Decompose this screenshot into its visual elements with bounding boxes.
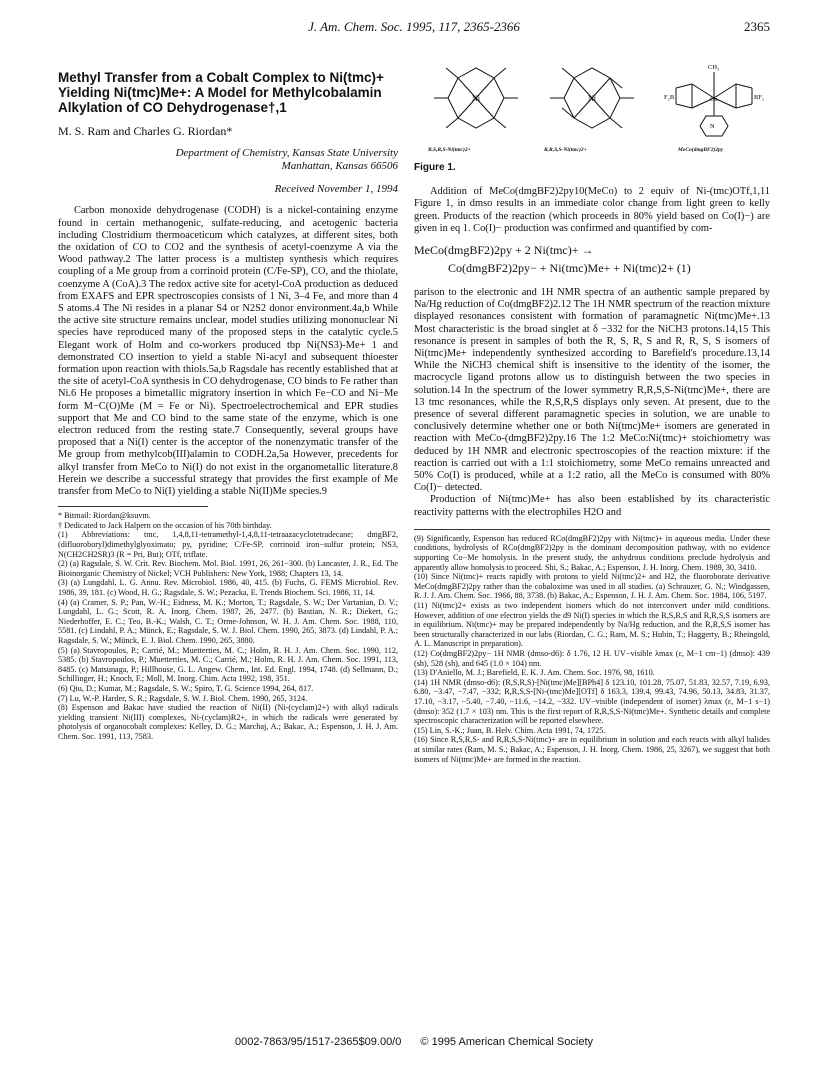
page-footer — [58, 1036, 770, 1048]
footnote-rule — [414, 529, 770, 530]
footnote: (11) Ni(tmc)2+ exists as two independent isomers which do not interconvert under mild conditions. However, addition of one electron yields the d9 Ni(I) species in which the R,S,R,S and R,R,S,S isomers are in equilibrium. Ni(tmc)+ may be prepared independently by Na/Hg reduction, and the R,R,S,S isomer has been structurally characterized in our labs (Riordan, C. G.; Ram, M. S.; Hubin, T.; Haggerty, B.; Rheingold, A. L. Manuscript in preparation). — [414, 601, 770, 649]
ni-tmc-rrss-structure — [544, 58, 640, 138]
footnote: (1) Abbreviations: tmc, 1,4,8,11-tetramethyl-1,4,8,11-tetraazacyclotetradecane; dmgBF2, (difluoroboryl)dimethylglyoximato; py, pyridine; C/Fe-SP, corrinoid iron−sulfur protein; NS3, N(CH2CH2SR)3 (R = Pri, But); OTf, triflate. — [58, 530, 398, 559]
svg-text:BF₂: BF₂ — [754, 94, 765, 101]
affiliation-line: Department of Chemistry, Kansas State University — [175, 147, 398, 160]
running-head — [58, 19, 770, 35]
copyright: © 1995 American Chemical Society — [420, 1036, 593, 1048]
ni-tmc-rsrs-structure — [428, 58, 524, 138]
svg-text:Co: Co — [710, 96, 718, 103]
figure-label: MeCo(dmgBF2)2py — [678, 147, 724, 153]
equation-line: MeCo(dmgBF2)2py + 2 Ni(tmc)+ → — [414, 243, 594, 258]
journal-page — [58, 0, 770, 1069]
right-footnotes — [414, 534, 770, 764]
footnote: (7) Lu, W.-P. Harder, S. R.; Ragsdale, S. W. J. Biol. Chem. 1990, 265, 3124. — [58, 693, 308, 703]
left-footnotes — [58, 511, 398, 741]
footnote: (5) (a) Stavropoulos, P.; Carrié, M.; Muetterties, M. C.; Holm, R. H. J. Am. Chem. Soc. 1990, 112, 5385. (b) Stavropoulos, P.; Muetterties, M. C.; Carrié, M.; Holm, R. H. J. Am. Chem. Soc. 1991, 113, 8485. (c) Matsunaga, P.; Hillhouse, G. L. Angew. Chem., Int. Ed. Engl. 1994, 1748. (d) Sellmann, D.; Schillinger, H.; Knoch, F.; Moll, M. Inorg. Chim. Acta 1992, 198, 351. — [58, 645, 398, 684]
received-date: Received November 1, 1994 — [274, 183, 398, 196]
body-paragraph: Carbon monoxide dehydrogenase (CODH) is a nickel-containing enzyme found in certain methanogenic, sulfate-reducing, and acetogenic bacteria including Clostridium thermoaceticum which catalyzes, at different sites, both the oxidation of CO to CO2 and the synthesis of acetyl-coenzyme A via the Wood pathway.2 The latter process is a multistep synthesis which requires coupling of a Me group from a corrinoid protein (C/Fe-SP), CO, and the thiolate, coenzyme A (CoA).3 The redox active site for acetyl-CoA production as deduced from EXAFS and EPR spectroscopies consists of 1 Ni, 3–4 Fe, and more than 4 S atoms.4 The Ni resides in a planar S4 or N2S2 donor environment.4a,b While the active site structure remains unclear, model studies utilizing mononuclear Ni species have reproduced many of the proposed steps in the catalytic cycle.5 Elegant work of Holm and co-workers produced tbp Ni(NS3)-Me+ 1 and demonstrated CO insertion to yield a stable Ni-acyl and subsequent thioester formation upon reaction with thiols.5a,b Ragsdale has recently established that at the site of acetyl-CoA synthesis in CO dehydrogenase, CO binds to Fe rather than Ni.6 He proposes a bimetallic migratory insertion in which Fe−CO and Ni−Me form M−C(O)Me (M = Fe or Ni). Spectroelectrochemical and EPR studies support that Me and CO bind to the same state of the enzyme, which is one electron reduced from the resting state.7 Consequently, several groups have proposed that a Ni(I) center is the acceptor of the nonenzymatic transfer of the Me group from methylcob(III)alamin to CODH.2a,5a However, precedents for alkyl transfer from MeCo to Ni(I) do not exist in the organometallic literature.8 Herein we describe a successful strategy that provides the first example of Me transfer from MeCo to Ni(I) yielding a stable Ni(II)Me species.9 — [58, 205, 398, 498]
footnote: (15) Lin, S.-K.; Juan, B. Helv. Chim. Acta 1991, 74, 1725. — [414, 725, 606, 735]
svg-text:F₂B: F₂B — [664, 94, 675, 101]
figure-caption: Figure 1. — [414, 162, 456, 173]
svg-text:Ni: Ni — [588, 94, 596, 103]
body-paragraph: Production of Ni(tmc)Me+ has also been established by its characteristic reactivity patterns with the electrophiles H2O and — [414, 494, 770, 518]
figure-label: R,R,S,S-Ni(tmc)2+ — [544, 147, 587, 153]
footnote: (14) 1H NMR (dmso-d6): (R,S,R,S)-[Ni(tmc)Me][BPh4] δ 123.10, 101.28, 75.07, 51.83, 32.57, 7.19, 6.93, 6.80, −3.47, −7.47, −332; R,R,S,S-[Ni-(tmc)Me][OTf] δ 163.3, 139.4, 99.43, 74.96, 50.13, 34.83, 31.37, 17.10, −3.17, −5.40, −7.40, −11.6, −14.2, −332. UV−visible (independent of isomer) λmax (ε, M−1 s−1) (dmso): 352 (1.7 × 103) nm. This is the first report of R,R,S,S-Ni(tmc)Me+. Synthetic details and complete spectroscopic characterization will be reported elsewhere. — [414, 677, 770, 726]
footnote: (6) Qiu, D.; Kumar, M.; Ragsdale, S. W.; Spiro, T. G. Science 1994, 264, 817. — [58, 683, 314, 693]
footnote: (16) Since R,S,R,S- and R,R,S,S-Ni(tmc)+ are in equilibrium in solution and each reacts with alkyl halides at similar rates (Ram, M. S.; Bakac, A.; Espenson, J. H. Inorg. Chem. 1986, 25, 3267), we suggest that both isomers of Ni(tmc)Me+ are formed in the reaction. — [414, 735, 770, 764]
footnote: (4) (a) Cramer, S. P.; Pan, W.-H.; Eidness, M. K.; Morton, T.; Ragsdale, S. W.; Der Vartanian, D. V.; Lungdahl, L. G.; Scott, R. A. Inorg. Chem. 1987, 26, 2477. (b) Bastian, N. R.; Diekert, G.; Niederhoffer, E. C.; Teo, B.-K.; Walsh, C. T.; Orme-Johnson, W. H. J. Am. Chem. Soc. 1988, 110, 5581. (c) Lindahl, P. A.; Münck, E.; Ragsdale, S. W. J. Biol. Chem. 1990, 265, 3873. (d) Lindahl, P. A.; Ragsdale, S. W.; Münck, E. J. Biol. Chem. 1990, 265, 3880. — [58, 597, 398, 645]
authors: M. S. Ram and Charles G. Riordan* — [58, 124, 233, 138]
page-number: 2365 — [744, 19, 770, 34]
footnote: (2) (a) Ragsdale, S. W. Crit. Rev. Biochem. Mol. Biol. 1991, 26, 261−300. (b) Lancaster, J. R., Ed. The Bioinorganic Chemistry of Nickel; VCH Publishers: New York, 1988; Chapters 13, 14. — [58, 559, 398, 578]
equation-line: Co(dmgBF2)2py− + Ni(tmc)Me+ + Ni(tmc)2+ (1) — [448, 261, 691, 276]
equation-1 — [414, 241, 770, 277]
footnote: (8) Espenson and Bakac have studied the reaction of Ni(II) (Ni-(cyclam)2+) with alkyl radicals yielding transient Ni(III) complexes, Ni-(cyclam)R2+, in which the radicals were generated by photolysis of organocobalt complexes: Kelley, D. G.; Marchaj, A.; Bakac, A.; Espenson, J. H. J. Am. Chem. Soc. 1991, 113, 7583. — [58, 703, 398, 741]
footnote: † Dedicated to Jack Halpern on the occasion of his 70th birthday. — [58, 520, 272, 530]
right-column — [414, 58, 770, 764]
footnote-rule — [58, 506, 208, 507]
svg-text:N: N — [710, 123, 715, 130]
footnote: (12) Co(dmgBF2)2py− 1H NMR (dmso-d6): δ 1.76, 12 H. UV−visible λmax (ε, M−1 cm−1) (dmso): 439 (sh), 528 (sh), and 645 (1.0 × 104) nm. — [414, 649, 770, 668]
footnote: (9) Significantly, Espenson has reduced RCo(dmgBF2)2py with Ni(tmc)+ in aqueous media. Under these conditions, hydrolysis of RCo(dmgBF2)2py is the dominant decomposition pathway, with no evidence supporting Co−Me homolysis. In the present study, the anhydrous conditions preclude hydrolysis and apparently allow homolysis to proceed. Shi, S.; Bakac, A.; Espenson, J. H. Inorg. Chem. 1989, 30, 3410. — [414, 533, 770, 572]
meco-dmgbf2-py-structure — [662, 58, 766, 142]
body-paragraph: parison to the electronic and 1H NMR spectra of an authentic sample prepared by Na/Hg reduction of Co(dmgBF2)2.12 The 1H NMR spectrum of the reaction mixture displayed resonances consistent with formation of paramagnetic Ni(tmc)Me+.13 Most characteristic is the broad singlet at δ −332 for the NiCH3 protons.14,15 This resonance is present in samples of both the R, S, R, S and R, R, S, S isomers of Ni(tmc)Me+ independently synthesized according to Barefield's procedure.13,14 While the NiCH3 chemical shift is insensitive to the identity of the isomer, the macrocycle ligand protons allow us to distinguish between the two species in solution.14 In the spectrum of the lower symmetry R,R,S,S-Ni(tmc)Me+, there are 13 tmc resonances, while the R,S,R,S displays only seven. At present, due to the presence of several different paramagnetic species in solution, we are unable to conclusively determine whether one or both Ni(tmc)Me+ isomers are generated in reaction with MeCo-(dmgBF2)2py.16 The 1:2 MeCo:Ni(tmc)+ stoichiometry was deduced by 1H NMR and electronic spectroscopies of the reaction mixture: if the reaction is carried out with a 1:1 stoichiometry, some MeCo remains unreacted and 50% Co(I) is produced, while at a 1:2 ratio, all the MeCo is consumed with 80% Co(I)− detected. — [414, 287, 770, 494]
left-column — [58, 58, 398, 742]
price-code: 0002-7863/95/1517-2365$09.00/0 — [234, 1036, 402, 1048]
footnote: * Bitmail: Riordan@ksuvm. — [58, 511, 151, 521]
svg-text:CH₃: CH₃ — [708, 64, 720, 71]
affiliation-line: Manhattan, Kansas 66506 — [281, 160, 398, 173]
journal-reference: J. Am. Chem. Soc. 1995, 117, 2365-2366 — [308, 19, 520, 34]
footnote: (3) (a) Lungdahl, L. G. Annu. Rev. Microbiol. 1986, 40, 415. (b) Fuchs, G. FEMS Microbiol. Rev. 1986, 39, 181. (c) Wood, H. G.; Ragsdale, S. W.; Pezacka, E. Trends Biochem. Sci. 1986, 11, 14. — [58, 578, 398, 598]
article-title: Methyl Transfer from a Cobalt Complex to Ni(tmc)+ Yielding Ni(tmc)Me+: A Model for Methylcobalamin Alkylation of CO Dehydrogenase†,1 — [58, 70, 384, 115]
affiliation — [58, 147, 398, 173]
body-paragraph: Addition of MeCo(dmgBF2)2py10(MeCo) to 2 equiv of Ni-(tmc)OTf,1,11 Figure 1, in dmso results in an immediate color change from light green to kelly green. Products of the reaction (which proceeds in 80% yield based on Co(I)−) are given in eq 1. Co(I)− production was confirmed and quantified by com- — [414, 186, 770, 234]
figure-label: R,S,R,S-Ni(tmc)2+ — [428, 147, 471, 153]
svg-text:Ni: Ni — [472, 94, 480, 103]
figure-1 — [414, 58, 770, 158]
footnote: (10) Since Ni(tmc)+ reacts rapidly with protons to yield Ni(tmc)2+ and H2, the fluoroborate derivative MeCo(dmgBF2)2py rather than the cobaloxime was used in all studies. (a) Schrauzer, G. N.; Windgassen, R. J. J. Am. Chem. Soc. 1966, 88, 3738. (b) Bakac, A.; Espenson, J. H. J. Am. Chem. Soc. 1984, 106, 5197. — [414, 572, 770, 601]
footnote: (13) D'Aniello, M. J.; Barefield, E. K. J. Am. Chem. Soc. 1976, 98, 1610. — [414, 668, 655, 678]
